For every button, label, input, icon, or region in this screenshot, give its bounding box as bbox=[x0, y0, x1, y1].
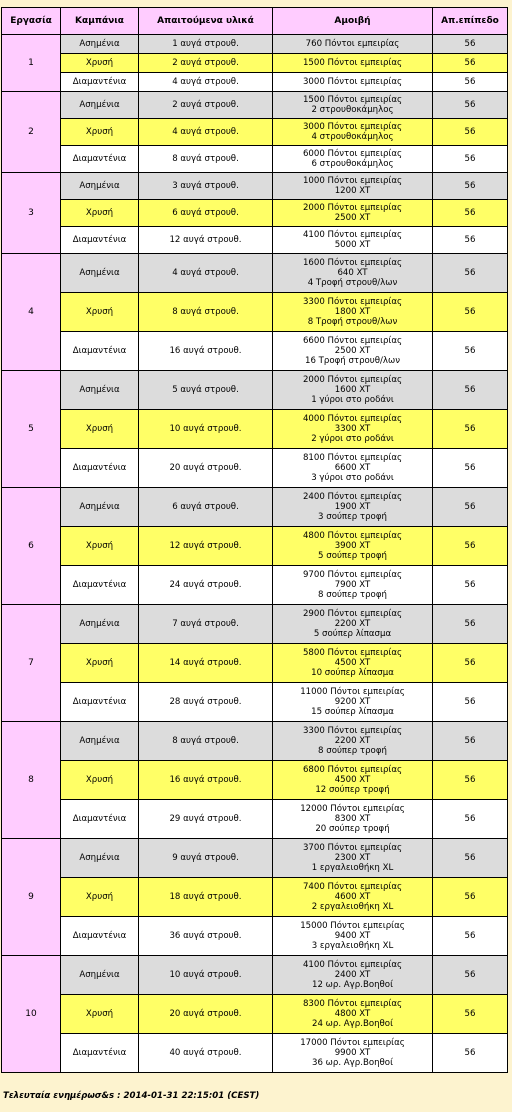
reward-cell bbox=[273, 878, 433, 917]
reward-text: 8300 Πόντοι εμπειρίας 4800 XT 24 ωρ. Αγρ.Βοηθοί bbox=[302, 999, 403, 1029]
campaign-cell: Ασημένια bbox=[61, 839, 139, 878]
reward-cell bbox=[273, 73, 433, 92]
table-row bbox=[2, 173, 508, 200]
reward-cell bbox=[273, 917, 433, 956]
reward-cell bbox=[273, 173, 433, 200]
level-cell: 56 bbox=[433, 839, 508, 878]
level-cell: 56 bbox=[433, 332, 508, 371]
reward-text: 1000 Πόντοι εμπειρίας 1200 XT bbox=[302, 176, 403, 196]
level-cell: 56 bbox=[433, 173, 508, 200]
level-cell: 56 bbox=[433, 73, 508, 92]
tasks-body bbox=[2, 35, 508, 1073]
task-number-cell: 10 bbox=[2, 956, 61, 1073]
level-cell: 56 bbox=[433, 146, 508, 173]
reward-text: 1500 Πόντοι εμπειρίας bbox=[302, 58, 403, 68]
campaign-cell: Χρυσή bbox=[61, 119, 139, 146]
level-cell: 56 bbox=[433, 527, 508, 566]
materials-cell: 20 αυγά στρουθ. bbox=[139, 449, 273, 488]
level-cell: 56 bbox=[433, 722, 508, 761]
reward-text: 3700 Πόντοι εμπειρίας 2300 XT 1 εργαλειοθήκη XL bbox=[302, 843, 403, 873]
level-cell: 56 bbox=[433, 254, 508, 293]
reward-cell bbox=[273, 995, 433, 1034]
level-cell: 56 bbox=[433, 119, 508, 146]
campaign-cell: Διαμαντένια bbox=[61, 800, 139, 839]
reward-text: 8100 Πόντοι εμπειρίας 6600 XT 3 γύροι στο ροδάνι bbox=[302, 453, 403, 483]
materials-cell: 18 αυγά στρουθ. bbox=[139, 878, 273, 917]
reward-text: 1500 Πόντοι εμπειρίας 2 στρουθοκάμηλος bbox=[302, 95, 403, 115]
header-task: Εργασία bbox=[2, 8, 61, 35]
materials-cell: 6 αυγά στρουθ. bbox=[139, 200, 273, 227]
campaign-cell: Ασημένια bbox=[61, 35, 139, 54]
reward-text: 9700 Πόντοι εμπειρίας 7900 XT 8 σούπερ τροφή bbox=[302, 570, 403, 600]
level-cell: 56 bbox=[433, 878, 508, 917]
table-row bbox=[2, 73, 508, 92]
level-cell: 56 bbox=[433, 200, 508, 227]
materials-cell: 8 αυγά στρουθ. bbox=[139, 146, 273, 173]
reward-cell bbox=[273, 683, 433, 722]
reward-text: 760 Πόντοι εμπειρίας bbox=[305, 39, 400, 49]
materials-cell: 1 αυγά στρουθ. bbox=[139, 35, 273, 54]
table-row bbox=[2, 332, 508, 371]
table-row bbox=[2, 449, 508, 488]
task-number-cell: 8 bbox=[2, 722, 61, 839]
campaign-cell: Διαμαντένια bbox=[61, 146, 139, 173]
reward-cell bbox=[273, 35, 433, 54]
reward-cell bbox=[273, 566, 433, 605]
campaign-cell: Ασημένια bbox=[61, 254, 139, 293]
reward-cell bbox=[273, 956, 433, 995]
reward-text: 6800 Πόντοι εμπειρίας 4500 XT 12 σούπερ τροφή bbox=[302, 765, 403, 795]
reward-text: 3300 Πόντοι εμπειρίας 2200 XT 8 σούπερ τροφή bbox=[302, 726, 403, 756]
table-row bbox=[2, 410, 508, 449]
task-number-cell: 4 bbox=[2, 254, 61, 371]
materials-cell: 8 αυγά στρουθ. bbox=[139, 293, 273, 332]
reward-text: 4000 Πόντοι εμπειρίας 3300 XT 2 γύροι στο ροδάνι bbox=[302, 414, 403, 444]
header-level: Απ.επίπεδο bbox=[433, 8, 508, 35]
header-reward: Αμοιβή bbox=[273, 8, 433, 35]
materials-cell: 12 αυγά στρουθ. bbox=[139, 527, 273, 566]
level-cell: 56 bbox=[433, 644, 508, 683]
reward-cell bbox=[273, 488, 433, 527]
materials-cell: 12 αυγά στρουθ. bbox=[139, 227, 273, 254]
table-row bbox=[2, 35, 508, 54]
level-cell: 56 bbox=[433, 35, 508, 54]
materials-cell: 14 αυγά στρουθ. bbox=[139, 644, 273, 683]
materials-cell: 2 αυγά στρουθ. bbox=[139, 92, 273, 119]
materials-cell: 2 αυγά στρουθ. bbox=[139, 54, 273, 73]
table-row bbox=[2, 119, 508, 146]
task-number-cell: 5 bbox=[2, 371, 61, 488]
reward-text: 15000 Πόντοι εμπειρίας 9400 XT 3 εργαλειοθήκη XL bbox=[300, 921, 405, 951]
campaign-cell: Χρυσή bbox=[61, 761, 139, 800]
campaign-cell: Ασημένια bbox=[61, 173, 139, 200]
campaign-cell: Διαμαντένια bbox=[61, 1034, 139, 1073]
reward-cell bbox=[273, 839, 433, 878]
table-row bbox=[2, 956, 508, 995]
table-row bbox=[2, 683, 508, 722]
task-number-cell: 1 bbox=[2, 35, 61, 92]
table-row bbox=[2, 1034, 508, 1073]
reward-cell bbox=[273, 1034, 433, 1073]
reward-cell bbox=[273, 722, 433, 761]
reward-text: 3000 Πόντοι εμπειρίας bbox=[302, 77, 403, 87]
table-row bbox=[2, 488, 508, 527]
materials-cell: 36 αυγά στρουθ. bbox=[139, 917, 273, 956]
materials-cell: 8 αυγά στρουθ. bbox=[139, 722, 273, 761]
campaign-cell: Χρυσή bbox=[61, 527, 139, 566]
tasks-table bbox=[1, 7, 508, 1073]
level-cell: 56 bbox=[433, 683, 508, 722]
materials-cell: 10 αυγά στρουθ. bbox=[139, 410, 273, 449]
campaign-cell: Διαμαντένια bbox=[61, 566, 139, 605]
materials-cell: 7 αυγά στρουθ. bbox=[139, 605, 273, 644]
reward-text: 3000 Πόντοι εμπειρίας 4 στρουθοκάμηλος bbox=[302, 122, 403, 142]
table-row bbox=[2, 605, 508, 644]
campaign-cell: Χρυσή bbox=[61, 410, 139, 449]
materials-cell: 28 αυγά στρουθ. bbox=[139, 683, 273, 722]
materials-cell: 16 αυγά στρουθ. bbox=[139, 761, 273, 800]
reward-text: 12000 Πόντοι εμπειρίας 8300 XT 20 σούπερ τροφή bbox=[300, 804, 405, 834]
reward-cell bbox=[273, 293, 433, 332]
reward-text: 3300 Πόντοι εμπειρίας 1800 XT 8 Τροφή στρουθ/λων bbox=[302, 297, 403, 327]
table-row bbox=[2, 227, 508, 254]
level-cell: 56 bbox=[433, 956, 508, 995]
level-cell: 56 bbox=[433, 227, 508, 254]
reward-cell bbox=[273, 119, 433, 146]
campaign-cell: Χρυσή bbox=[61, 54, 139, 73]
table-row bbox=[2, 200, 508, 227]
reward-cell bbox=[273, 371, 433, 410]
campaign-cell: Διαμαντένια bbox=[61, 227, 139, 254]
reward-cell bbox=[273, 254, 433, 293]
table-row bbox=[2, 293, 508, 332]
campaign-cell: Διαμαντένια bbox=[61, 449, 139, 488]
last-updated bbox=[3, 1091, 259, 1101]
table-row bbox=[2, 254, 508, 293]
campaign-cell: Ασημένια bbox=[61, 488, 139, 527]
level-cell: 56 bbox=[433, 293, 508, 332]
campaign-cell: Ασημένια bbox=[61, 956, 139, 995]
reward-text: 6000 Πόντοι εμπειρίας 6 στρουθοκάμηλος bbox=[302, 149, 403, 169]
reward-cell bbox=[273, 200, 433, 227]
table-row bbox=[2, 800, 508, 839]
reward-text: 5800 Πόντοι εμπειρίας 4500 XT 10 σούπερ λίπασμα bbox=[302, 648, 403, 678]
task-number-cell: 3 bbox=[2, 173, 61, 254]
materials-cell: 3 αυγά στρουθ. bbox=[139, 173, 273, 200]
materials-cell: 40 αυγά στρουθ. bbox=[139, 1034, 273, 1073]
level-cell: 56 bbox=[433, 761, 508, 800]
reward-text: 2400 Πόντοι εμπειρίας 1900 XT 3 σούπερ τροφή bbox=[302, 492, 403, 522]
reward-text: 2000 Πόντοι εμπειρίας 1600 XT 1 γύροι στο ροδάνι bbox=[302, 375, 403, 405]
reward-text: 7400 Πόντοι εμπειρίας 4600 XT 2 εργαλειοθήκη XL bbox=[302, 882, 403, 912]
reward-cell bbox=[273, 644, 433, 683]
reward-cell bbox=[273, 449, 433, 488]
reward-text: 6600 Πόντοι εμπειρίας 2500 XT 16 Τροφή στρουθ/λων bbox=[302, 336, 403, 366]
campaign-cell: Διαμαντένια bbox=[61, 917, 139, 956]
table-row bbox=[2, 878, 508, 917]
table-row bbox=[2, 761, 508, 800]
materials-cell: 24 αυγά στρουθ. bbox=[139, 566, 273, 605]
reward-text: 11000 Πόντοι εμπειρίας 9200 XT 15 σούπερ λίπασμα bbox=[300, 687, 405, 717]
table-row bbox=[2, 839, 508, 878]
task-number-cell: 6 bbox=[2, 488, 61, 605]
materials-cell: 20 αυγά στρουθ. bbox=[139, 995, 273, 1034]
level-cell: 56 bbox=[433, 1034, 508, 1073]
table-row bbox=[2, 371, 508, 410]
campaign-cell: Ασημένια bbox=[61, 92, 139, 119]
level-cell: 56 bbox=[433, 605, 508, 644]
level-cell: 56 bbox=[433, 410, 508, 449]
level-cell: 56 bbox=[433, 371, 508, 410]
reward-cell bbox=[273, 410, 433, 449]
campaign-cell: Χρυσή bbox=[61, 644, 139, 683]
task-number-cell: 2 bbox=[2, 92, 61, 173]
last-updated-label: Τελευταία ενημέρωσ&s : bbox=[3, 1091, 124, 1101]
table-row bbox=[2, 92, 508, 119]
level-cell: 56 bbox=[433, 566, 508, 605]
level-cell: 56 bbox=[433, 917, 508, 956]
table-row bbox=[2, 722, 508, 761]
reward-cell bbox=[273, 146, 433, 173]
materials-cell: 9 αυγά στρουθ. bbox=[139, 839, 273, 878]
campaign-cell: Χρυσή bbox=[61, 995, 139, 1034]
reward-cell bbox=[273, 761, 433, 800]
level-cell: 56 bbox=[433, 488, 508, 527]
materials-cell: 6 αυγά στρουθ. bbox=[139, 488, 273, 527]
level-cell: 56 bbox=[433, 92, 508, 119]
campaign-cell: Χρυσή bbox=[61, 293, 139, 332]
table-row bbox=[2, 644, 508, 683]
campaign-cell: Ασημένια bbox=[61, 605, 139, 644]
level-cell: 56 bbox=[433, 54, 508, 73]
header-materials: Απαιτούμενα υλικά bbox=[139, 8, 273, 35]
materials-cell: 4 αυγά στρουθ. bbox=[139, 119, 273, 146]
campaign-cell: Ασημένια bbox=[61, 371, 139, 410]
level-cell: 56 bbox=[433, 995, 508, 1034]
campaign-cell: Χρυσή bbox=[61, 878, 139, 917]
materials-cell: 29 αυγά στρουθ. bbox=[139, 800, 273, 839]
table-row bbox=[2, 995, 508, 1034]
table-row bbox=[2, 54, 508, 73]
reward-text: 4100 Πόντοι εμπειρίας 2400 XT 12 ωρ. Αγρ.Βοηθοί bbox=[302, 960, 403, 990]
reward-text: 2000 Πόντοι εμπειρίας 2500 XT bbox=[302, 203, 403, 223]
level-cell: 56 bbox=[433, 449, 508, 488]
campaign-cell: Διαμαντένια bbox=[61, 683, 139, 722]
materials-cell: 16 αυγά στρουθ. bbox=[139, 332, 273, 371]
reward-cell bbox=[273, 332, 433, 371]
last-updated-timestamp: 2014-01-31 22:15:01 (CEST) bbox=[123, 1091, 260, 1101]
reward-cell bbox=[273, 800, 433, 839]
reward-cell bbox=[273, 92, 433, 119]
reward-text: 4800 Πόντοι εμπειρίας 3900 XT 5 σούπερ τροφή bbox=[302, 531, 403, 561]
reward-cell bbox=[273, 227, 433, 254]
reward-cell bbox=[273, 54, 433, 73]
table-row bbox=[2, 566, 508, 605]
campaign-cell: Διαμαντένια bbox=[61, 332, 139, 371]
reward-cell bbox=[273, 605, 433, 644]
reward-text: 2900 Πόντοι εμπειρίας 2200 XT 5 σούπερ λίπασμα bbox=[302, 609, 403, 639]
materials-cell: 10 αυγά στρουθ. bbox=[139, 956, 273, 995]
campaign-cell: Ασημένια bbox=[61, 722, 139, 761]
level-cell: 56 bbox=[433, 800, 508, 839]
campaign-cell: Χρυσή bbox=[61, 200, 139, 227]
campaign-cell: Διαμαντένια bbox=[61, 73, 139, 92]
materials-cell: 5 αυγά στρουθ. bbox=[139, 371, 273, 410]
materials-cell: 4 αυγά στρουθ. bbox=[139, 254, 273, 293]
table-row bbox=[2, 527, 508, 566]
reward-text: 17000 Πόντοι εμπειρίας 9900 XT 36 ωρ. Αγρ.Βοηθοί bbox=[300, 1038, 405, 1068]
task-number-cell: 7 bbox=[2, 605, 61, 722]
table-row bbox=[2, 146, 508, 173]
table-row bbox=[2, 917, 508, 956]
reward-text: 1600 Πόντοι εμπειρίας 640 XT 4 Τροφή στρουθ/λων bbox=[302, 258, 403, 288]
task-number-cell: 9 bbox=[2, 839, 61, 956]
table-header-row bbox=[2, 8, 508, 35]
reward-cell bbox=[273, 527, 433, 566]
reward-text: 4100 Πόντοι εμπειρίας 5000 XT bbox=[302, 230, 403, 250]
header-campaign: Καμπάνια bbox=[61, 8, 139, 35]
materials-cell: 4 αυγά στρουθ. bbox=[139, 73, 273, 92]
